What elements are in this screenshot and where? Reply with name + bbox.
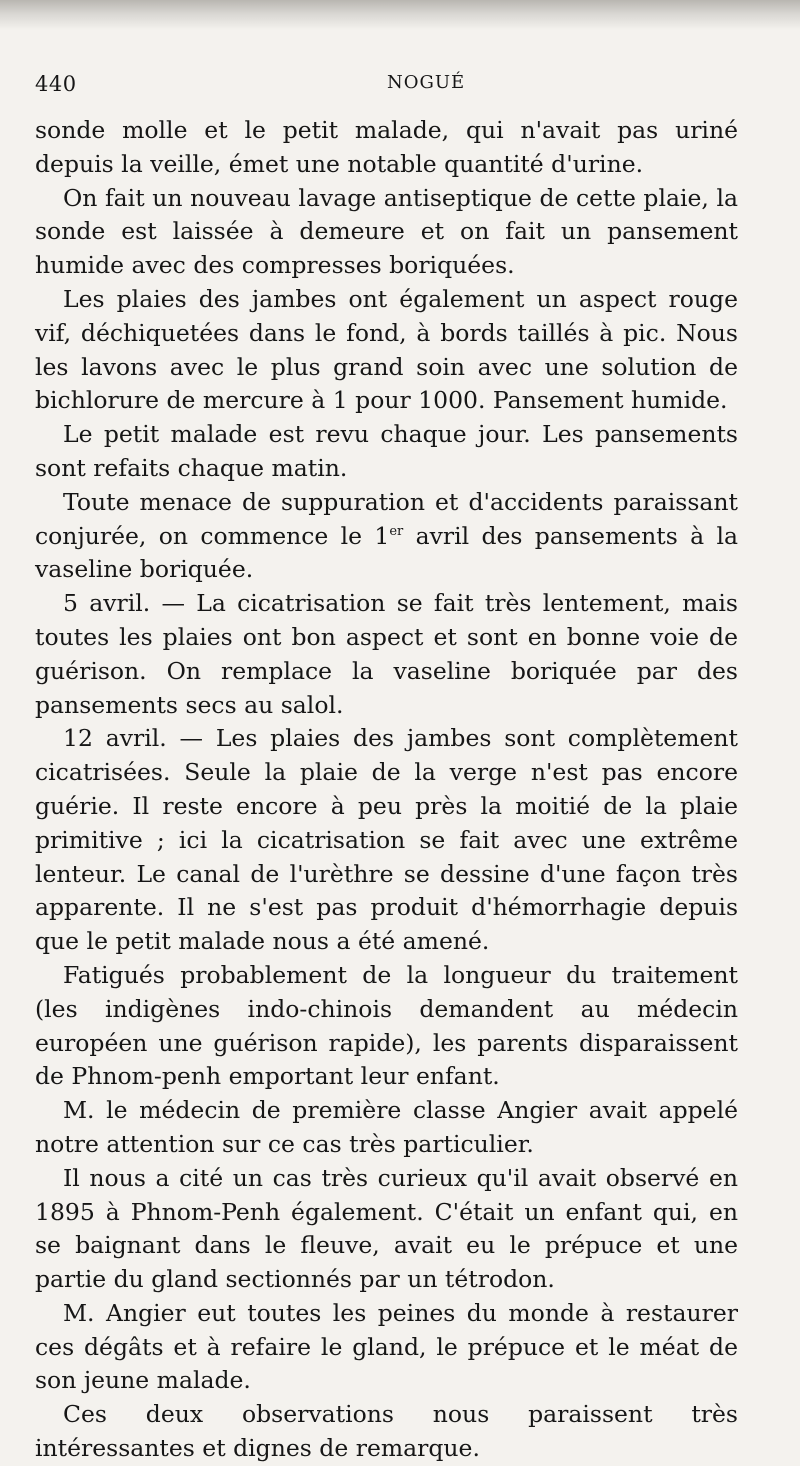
running-head: NOGUÉ xyxy=(387,72,466,93)
paragraph: Il nous a cité un cas très curieux qu'il avait observé en 1895 à Phnom-Penh également. C'était un enfant qui, en se baignant dans le fleuve, avait eu le prépuce et une partie du gland sectionnés par un tétrodon. xyxy=(35,1163,738,1294)
body-text xyxy=(35,114,738,1466)
paragraph: 12 avril. — Les plaies des jambes sont complètement cicatrisées. Seule la plaie de la verge n'est pas encore guérie. Il reste encore à peu près la moitié de la plaie primitive ; ici la cicatrisation se fait avec une extrême lenteur. Le canal de l'urèthre se dessine d'une façon très apparente. Il ne s'est pas produit d'hémorrhagie depuis que le petit malade nous a été amené. xyxy=(35,724,738,956)
paragraph: Le petit malade est revu chaque jour. Les pansements sont refaits chaque matin. xyxy=(35,420,738,482)
paragraph: Ces deux observations nous paraissent très intéressantes et dignes de remarque. xyxy=(35,1400,738,1463)
paragraph: Les plaies des jambes ont également un aspect rouge vif, déchiquetées dans le fond, à bords taillés à pic. Nous les lavons avec le plus grand soin avec une solution de bichlorure de mercure à 1 pour 1000. Pansement humide. xyxy=(35,284,738,415)
paragraph: sonde molle et le petit malade, qui n'avait pas uriné depuis la veille, émet une notable quantité d'urine. xyxy=(35,116,738,178)
paragraph: Fatigués probablement de la longueur du traitement (les indigènes indo-chinois demandent au médecin européen une guérison rapide), les parents disparaissent de Phnom-penh emportant leur enfant. xyxy=(35,960,738,1091)
paragraph: 5 avril. — La cicatrisation se fait très lentement, mais toutes les plaies ont bon aspect et sont en bonne voie de guérison. On remplace la vaseline boriquée par des pansements secs au salol. xyxy=(35,589,738,719)
scan-shadow xyxy=(0,0,800,30)
page-number: 440 xyxy=(35,72,77,96)
page-header xyxy=(35,72,770,102)
paragraph-text: avril des pansements à la vaseline boriquée. xyxy=(35,521,738,584)
ordinal-suffix: er xyxy=(389,523,404,539)
paragraph: On fait un nouveau lavage antiseptique de cette plaie, la sonde est laissée à demeure et on fait un pansement humide avec des compresses boriquées. xyxy=(35,183,738,280)
paragraph-text: Toute menace de suppuration et d'accidents paraissant conjurée, on commence le 1 xyxy=(35,487,738,550)
paragraph: M. Angier eut toutes les peines du monde à restaurer ces dégâts et à refaire le gland, le prépuce et le méat de son jeune malade. xyxy=(35,1298,738,1395)
paragraph xyxy=(35,486,738,587)
paragraph: M. le médecin de première classe Angier avait appelé notre attention sur ce cas très particulier. xyxy=(35,1096,738,1158)
